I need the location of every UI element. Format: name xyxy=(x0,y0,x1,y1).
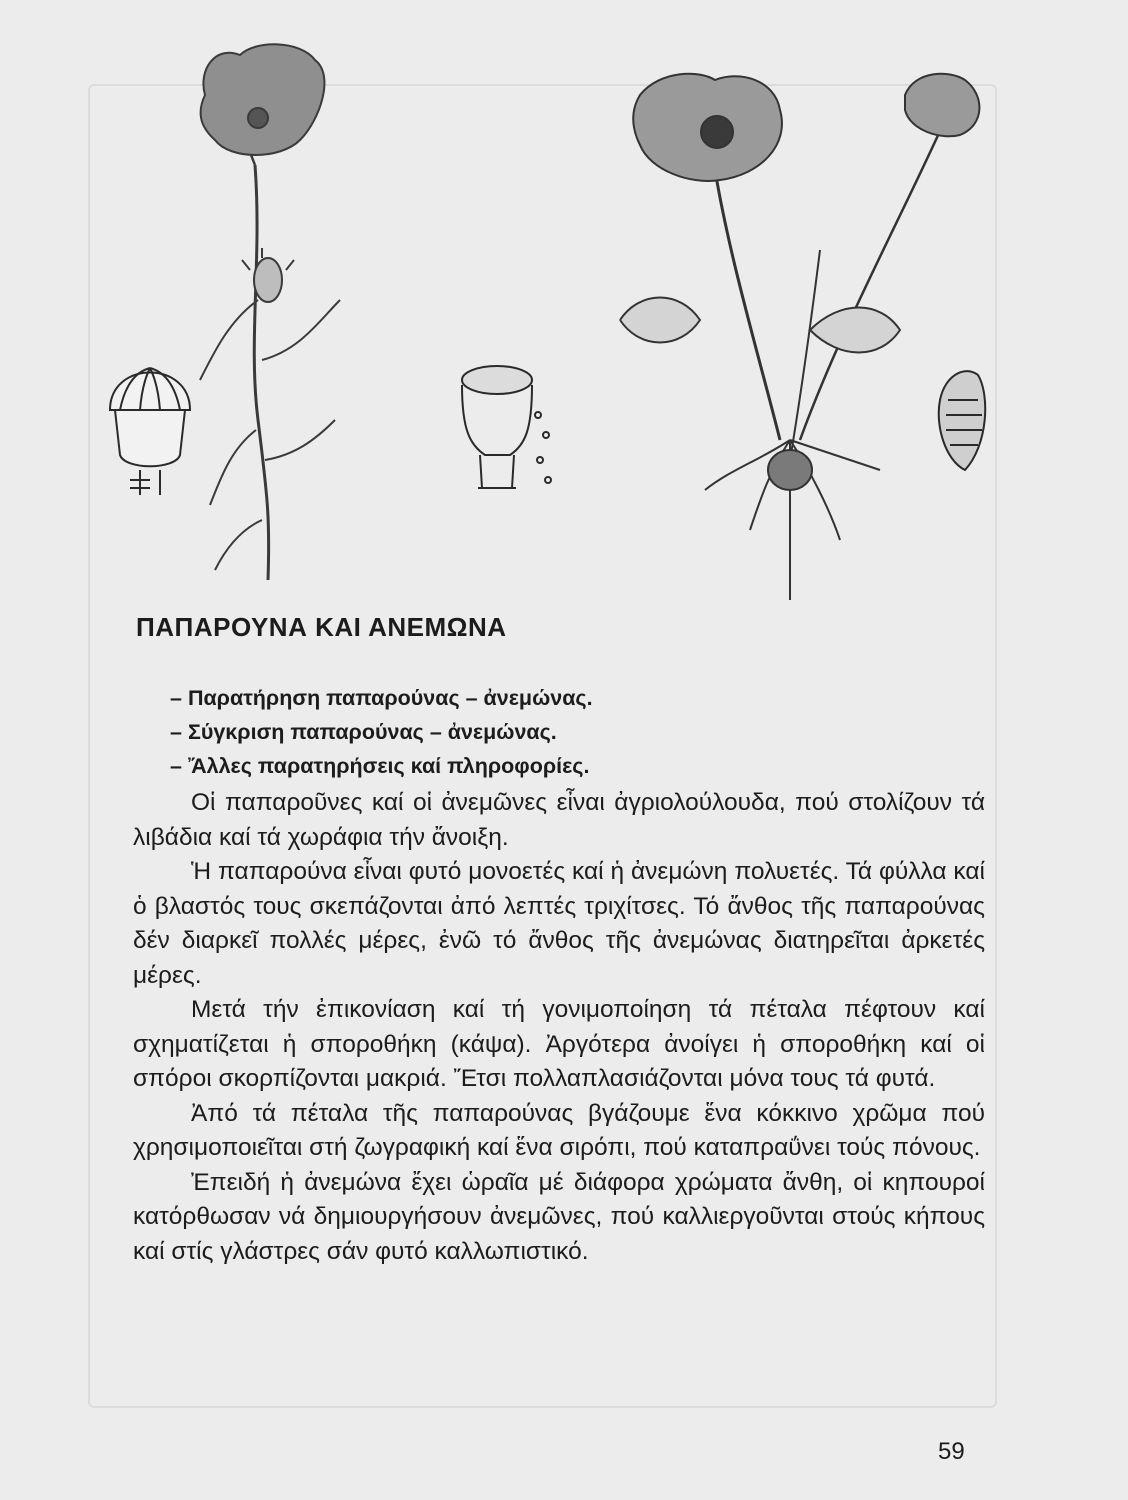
anemone-seedhead-drawing xyxy=(939,371,986,470)
paragraph: Μετά τήν ἐπικονίαση καί τή γονιμοποίηση τά πέταλα πέφτουν καί σχηματίζεται ἡ σποροθήκη (κάψα). Ἀργότερα ἀνοίγει ἡ σποροθήκη καί οἱ σπόροι σκορπίζονται μακριά. Ἔτσι πολλαπλασιάζονται μόνα τους τά φυτά. xyxy=(133,996,985,1092)
seed-capsule-drawing xyxy=(462,366,551,488)
paragraph: Ἡ παπαρούνα εἶναι φυτό μονοετές καί ἡ ἀνεμώνη πολυετές. Τά φύλλα καί ὁ βλαστός τους σκεπάζονται ἀπό λεπτές τριχίτσες. Τό ἄνθος τῆς παπαρούνας δέν διαρκεῖ πολλές μέρες, ἐνῶ τό ἄνθος τῆς ἀνεμώνας διατηρεῖται ἀρκετές μέρες. xyxy=(133,858,985,989)
page-title: ΠΑΠΑΡΟΥΝΑ ΚΑΙ ΑΝΕΜΩΝΑ xyxy=(136,612,507,642)
poppy-capsule-drawing xyxy=(110,368,190,495)
poppy-plant xyxy=(200,44,340,580)
flower-illustration xyxy=(0,0,1128,620)
paragraph: Ἀπό τά πέταλα τῆς παπαρούνας βγάζουμε ἕνα κόκκινο χρῶμα πού χρησιμοποιεῖται στή ζωγραφική καί ἕνα σιρόπι, πού καταπραΰνει τούς πόνους. xyxy=(133,1099,985,1161)
page-number: 59 xyxy=(938,1438,965,1465)
topic-item: – Ἄλλες παρατηρήσεις καί πληροφορίες. xyxy=(170,749,593,783)
paragraph: Ἐπειδή ἡ ἀνεμώνα ἔχει ὡραῖα μέ διάφορα χρώματα ἄνθη, οἱ κηπουροί κατόρθωσαν νά δημιουργήσουν ἀνεμῶνες, πού καλλιεργοῦνται στούς κήπους καί στίς γλάστρες σάν φυτό καλλωπιστικό. xyxy=(133,1168,985,1265)
topic-item: – Σύγκριση παπαρούνας – ἀνεμώνας. xyxy=(170,715,593,749)
topic-list xyxy=(170,681,593,783)
topic-item: – Παρατήρηση παπαρούνας – ἀνεμώνας. xyxy=(170,681,593,715)
paragraph: Οἱ παπαροῦνες καί οἱ ἀνεμῶνες εἶναι ἀγριολούλουδα, πού στολίζουν τά λιβάδια καί τά χωράφια τήν ἄνοιξη. xyxy=(133,789,985,851)
anemone-plant xyxy=(620,74,979,600)
body-text xyxy=(133,786,985,1269)
